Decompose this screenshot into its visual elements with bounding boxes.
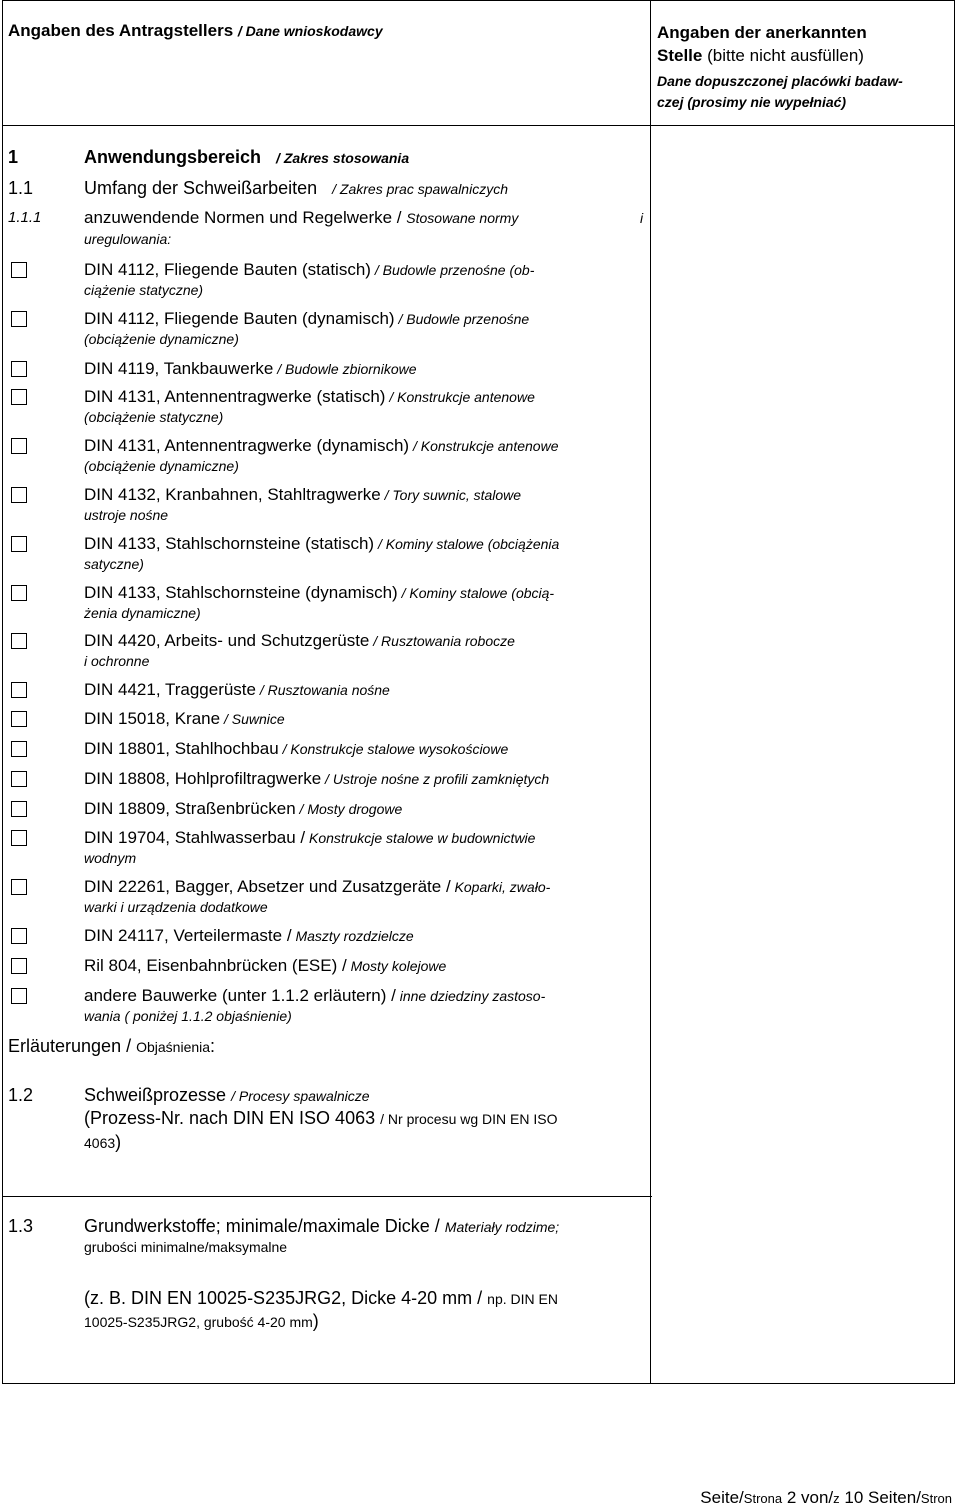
applicant-header-de: Angaben des Antragstellers bbox=[8, 21, 234, 40]
explanations-label: Erläuterungen / Objaśnienia: bbox=[8, 1036, 216, 1056]
section-1-2-line3: 4063) bbox=[84, 1132, 122, 1152]
page-number: Seite/Strona 2 von/z 10 Seiten/Stron bbox=[700, 1488, 952, 1507]
section-1-1-1-number: 1.1.1 bbox=[8, 209, 42, 226]
checkbox[interactable] bbox=[11, 958, 27, 974]
checklist-item: DIN 4112, Fliegende Bauten (statisch) / Budowle przenośne (ob- ciążenie statyczne) bbox=[84, 260, 535, 298]
checklist-item: DIN 4132, Kranbahnen, Stahltragwerke / Tory suwnic, stalowe ustroje nośne bbox=[84, 485, 522, 523]
section-1-2-number: 1.2 bbox=[8, 1085, 34, 1105]
checkbox[interactable] bbox=[11, 988, 27, 1004]
checklist-item: DIN 19704, Stahlwasserbau / Konstrukcje stalowe w budownictwie wodnym bbox=[84, 828, 536, 866]
section-1-1-1-cont: uregulowania: bbox=[84, 231, 172, 247]
checklist-item: DIN 4421, Traggerüste / Rusztowania nośne bbox=[84, 680, 390, 699]
authority-header bbox=[657, 21, 903, 113]
checklist-item: DIN 22261, Bagger, Absetzer und Zusatzgeräte / Koparki, zwało- warki i urządzenia dodatkowe bbox=[84, 877, 551, 915]
checklist-item: DIN 24117, Verteilermaste / Maszty rozdzielcze bbox=[84, 926, 414, 945]
checklist-item: DIN 4119, Tankbauwerke / Budowle zbiornikowe bbox=[84, 359, 417, 378]
checklist-item: DIN 4133, Stahlschornsteine (statisch) / Kominy stalowe (obciążenia satyczne) bbox=[84, 534, 560, 572]
checkbox[interactable] bbox=[11, 928, 27, 944]
section-1-1-number: 1.1 bbox=[8, 178, 34, 198]
checklist-item: DIN 4133, Stahlschornsteine (dynamisch) / Kominy stalowe (obcią- żenia dynamiczne) bbox=[84, 583, 555, 621]
authority-header-de-1: Angaben der anerkannten bbox=[657, 23, 867, 42]
checkbox[interactable] bbox=[11, 585, 27, 601]
applicant-header bbox=[8, 21, 383, 41]
checklist-item: DIN 18808, Hohlprofiltragwerke / Ustroje nośne z profili zamkniętych bbox=[84, 769, 550, 788]
column-divider bbox=[650, 0, 651, 1384]
checklist-item: DIN 4131, Antennentragwerke (dynamisch) / Konstrukcje antenowe (obciążenie dynamiczne) bbox=[84, 436, 559, 474]
checklist-item: DIN 4420, Arbeits- und Schutzgerüste / Rusztowania robocze i ochronne bbox=[84, 631, 515, 669]
checkbox[interactable] bbox=[11, 262, 27, 278]
checkbox[interactable] bbox=[11, 487, 27, 503]
checklist-item: DIN 18801, Stahlhochbau / Konstrukcje stalowe wysokościowe bbox=[84, 739, 509, 758]
section-1-3-example-cont: 10025-S235JRG2, grubość 4-20 mm) bbox=[84, 1311, 319, 1331]
authority-header-pl-1: Dane dopuszczonej placówki badaw- bbox=[657, 73, 903, 89]
checkbox[interactable] bbox=[11, 438, 27, 454]
checkbox[interactable] bbox=[11, 633, 27, 649]
checkbox[interactable] bbox=[11, 771, 27, 787]
checklist-item: andere Bauwerke (unter 1.1.2 erläutern) / inne dziedziny zastoso- wania ( poniżej 1.1.2 objaśnienie) bbox=[84, 986, 546, 1024]
section-1-1-1-title: anzuwendende Normen und Regelwerke / Stosowane normy bbox=[84, 208, 519, 227]
section-1-1-1-conj: i bbox=[640, 210, 644, 226]
section-1-3-example: (z. B. DIN EN 10025-S235JRG2, Dicke 4-20 mm / np. DIN EN bbox=[84, 1288, 558, 1308]
section-1-3-subtitle: grubości minimalne/maksymalne bbox=[84, 1239, 288, 1255]
authority-header-pl-2: czej (prosimy nie wypełniać) bbox=[657, 94, 847, 110]
section-1-3-number: 1.3 bbox=[8, 1216, 34, 1236]
checkbox[interactable] bbox=[11, 830, 27, 846]
checkbox[interactable] bbox=[11, 879, 27, 895]
checkbox[interactable] bbox=[11, 361, 27, 377]
checkbox[interactable] bbox=[11, 741, 27, 757]
checkbox[interactable] bbox=[11, 711, 27, 727]
checkbox[interactable] bbox=[11, 389, 27, 405]
checklist-item: DIN 4131, Antennentragwerke (statisch) / Konstrukcje antenowe (obciążenie statyczne) bbox=[84, 387, 535, 425]
checklist-item: DIN 4112, Fliegende Bauten (dynamisch) / Budowle przenośne (obciążenie dynamiczne) bbox=[84, 309, 530, 347]
header-divider bbox=[2, 125, 955, 126]
section-1-title: Anwendungsbereich / Zakres stosowania bbox=[84, 147, 410, 167]
checklist-item: DIN 18809, Straßenbrücken / Mosty drogowe bbox=[84, 799, 403, 818]
checklist-item: DIN 15018, Krane / Suwnice bbox=[84, 709, 285, 728]
section-1-number: 1 bbox=[8, 147, 19, 167]
checkbox[interactable] bbox=[11, 801, 27, 817]
section-1-1-title: Umfang der Schweißarbeiten / Zakres prac spawalniczych bbox=[84, 178, 508, 198]
section-1-2-line2: (Prozess-Nr. nach DIN EN ISO 4063 / Nr procesu wg DIN EN ISO bbox=[84, 1108, 558, 1128]
applicant-header-pl: / Dane wnioskodawcy bbox=[237, 23, 383, 39]
section-1-2-title: Schweißprozesse / Procesy spawalnicze bbox=[84, 1085, 370, 1105]
checklist-item: Ril 804, Eisenbahnbrücken (ESE) / Mosty kolejowe bbox=[84, 956, 447, 975]
authority-header-de-2: Stelle (bitte nicht ausfüllen) bbox=[657, 46, 864, 65]
checkbox[interactable] bbox=[11, 311, 27, 327]
section-1-3-title: Grundwerkstoffe; minimale/maximale Dicke / Materiały rodzime; bbox=[84, 1216, 560, 1236]
checkbox[interactable] bbox=[11, 536, 27, 552]
section-divider bbox=[2, 1196, 652, 1197]
checkbox[interactable] bbox=[11, 682, 27, 698]
